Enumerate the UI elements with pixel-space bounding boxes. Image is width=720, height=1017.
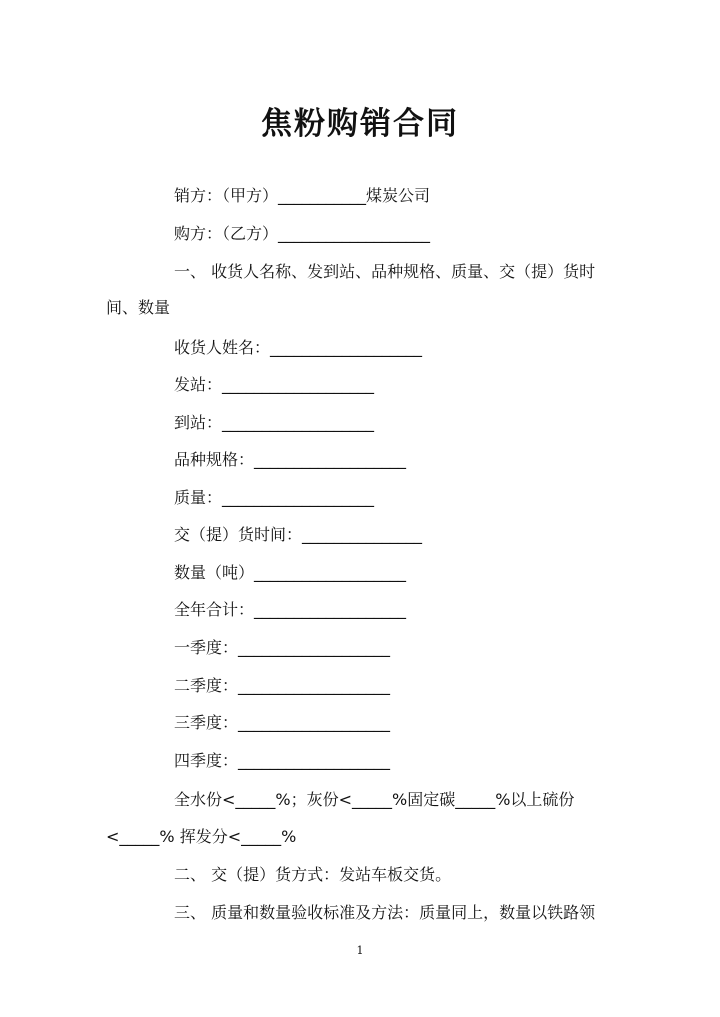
consignee-name-line: 收货人姓名：___________________ — [174, 338, 423, 357]
delivery-time-line: 交（提）货时间：_______________ — [174, 525, 423, 544]
q3-line: 三季度：___________________ — [174, 713, 391, 732]
q1-line: 一季度：___________________ — [174, 638, 391, 657]
q4-line: 四季度：___________________ — [174, 751, 391, 770]
product-spec-line: 品种规格：___________________ — [174, 450, 407, 469]
section-1-heading-continued: 间、数量 — [106, 298, 171, 317]
contract-title: 焦粉购销合同 — [261, 106, 459, 142]
quality-line: 质量：___________________ — [174, 488, 375, 507]
section-3: 三、 质量和数量验收标准及方法：质量同上，数量以铁路领 — [174, 903, 596, 922]
quality-spec-line-continued: <_____% 挥发分<_____% — [106, 827, 297, 846]
arrival-station-line: 到站：___________________ — [174, 413, 375, 432]
departure-station-line: 发站：___________________ — [174, 375, 375, 394]
quantity-line: 数量（吨）___________________ — [174, 563, 407, 582]
buyer-line: 购方：（乙方）___________________ — [174, 224, 431, 243]
page-number: 1 — [356, 944, 364, 957]
annual-total-line: 全年合计：___________________ — [174, 600, 407, 619]
seller-line: 销方：（甲方）___________煤炭公司 — [174, 186, 431, 205]
q2-line: 二季度：___________________ — [174, 676, 391, 695]
section-1-heading: 一、 收货人名称、发到站、品种规格、质量、交（提）货时 — [174, 262, 596, 281]
section-2: 二、 交（提）货方式：发站车板交货。 — [174, 865, 452, 884]
quality-spec-line: 全水份<_____%；灰份<_____%固定碳_____%以上硫份 — [174, 790, 575, 809]
